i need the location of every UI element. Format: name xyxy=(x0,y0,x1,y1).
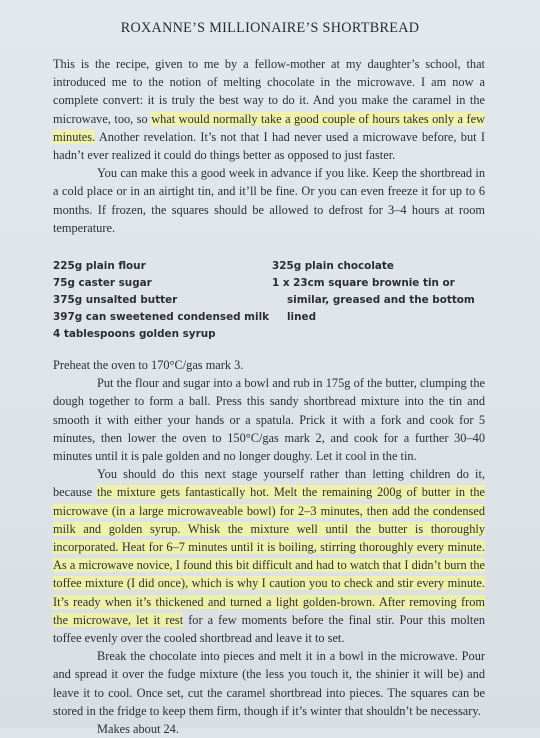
intro-highlight: what would normally take a good couple of hours takes only a few minutes. xyxy=(53,111,485,144)
method-caramel-text-after: for a few moments before the final stir. Pour this molten toffee evenly over the cooled shortbread and leave it to set. xyxy=(53,612,485,646)
recipe-yield: Makes about 24. xyxy=(97,722,179,737)
intro-p1-text-after: Another revelation. It’s not that I had never used a microwave before, but I hadn’t ever realized it could do things better as opposed to just faster. xyxy=(53,129,485,163)
ingredients-left-column xyxy=(53,258,269,343)
intro-paragraph-2: You can make this a good week in advance if you like. Keep the shortbread in a cold place or in an airtight tin, and it’ll be fine. Or you can even freeze it for up to 6 months. If frozen, the squares should be allowed to defrost for 3–4 hours at room temperature. xyxy=(53,166,485,235)
method-caramel-text: You should do this next stage yourself rather than letting children do it, because xyxy=(53,467,485,500)
intro-p1-text: This is the recipe, given to me by a fellow-mother at my daughter’s school, that introduced me to the notion of melting chocolate in the microwave. I am now a complete convert: it is truly the best way to do it. And you make the caramel in the microwave, too, so xyxy=(53,57,485,126)
recipe-title: ROXANNE’S MILLIONAIRE’S SHORTBREAD xyxy=(120,20,420,36)
intro-section xyxy=(53,55,485,237)
ingredient-item-continued: similar, greased and the bottom xyxy=(287,294,475,307)
ingredients-right-column xyxy=(272,258,475,326)
method-step-shortbread: Put the flour and sugar into a bowl and rub in 175g of the butter, clumping the dough together to form a ball. Press this sandy shortbread mixture into the tin and smooth it with either your hands or a spatula. Prick it with a fork and cook for 5 minutes, then lower the oven to 150°C/gas mark 2, and cook for a further 30–40 minutes until it is pale golden and no longer doughy. Let it cool in the tin. xyxy=(53,376,485,464)
ingredient-item: 225g plain flour xyxy=(53,260,146,272)
ingredient-item: 397g can sweetened condensed milk xyxy=(53,311,270,324)
ingredient-item: 375g unsalted butter xyxy=(53,294,178,307)
method-highlight: the mixture gets fantastically hot. Melt the remaining 200g of butter in the microwave (in a large microwaveable bowl) for 2–3 minutes, then add the condensed milk and golden syrup. Whisk the mixture well until the butter is thoroughly incorporated. Heat for 6–7 minutes until it is boiling, stirring thoroughly every minute. As a microwave novice, I found this bit difficult and had to watch that I didn’t burn the toffee mixture (I did once), which is why I caution you to check and stir every minute. It’s ready when it’s thickened and turned a light golden-brown. After removing from the microwave, let it rest xyxy=(53,485,485,627)
ingredient-item: 4 tablespoons golden syrup xyxy=(53,328,216,341)
intro-paragraph-1 xyxy=(53,55,485,164)
method-step-preheat: Preheat the oven to 170°C/gas mark 3. xyxy=(53,358,244,372)
ingredient-item-continued: lined xyxy=(287,311,317,324)
method-section xyxy=(53,356,485,738)
method-step-caramel xyxy=(53,465,485,647)
ingredient-item: 1 x 23cm square brownie tin or xyxy=(272,277,455,290)
ingredient-item: 75g caster sugar xyxy=(53,277,152,290)
method-step-chocolate: Break the chocolate into pieces and melt it in a bowl in the microwave. Pour and spread it over the fudge mixture (the less you touch it, the shinier it will be) and leave it to cool. Once set, cut the caramel shortbread into pieces. The squares can be stored in the fridge to keep them firm, though if it’s winter that shouldn’t be necessary. xyxy=(53,649,485,718)
ingredient-item: 325g plain chocolate xyxy=(272,260,394,272)
